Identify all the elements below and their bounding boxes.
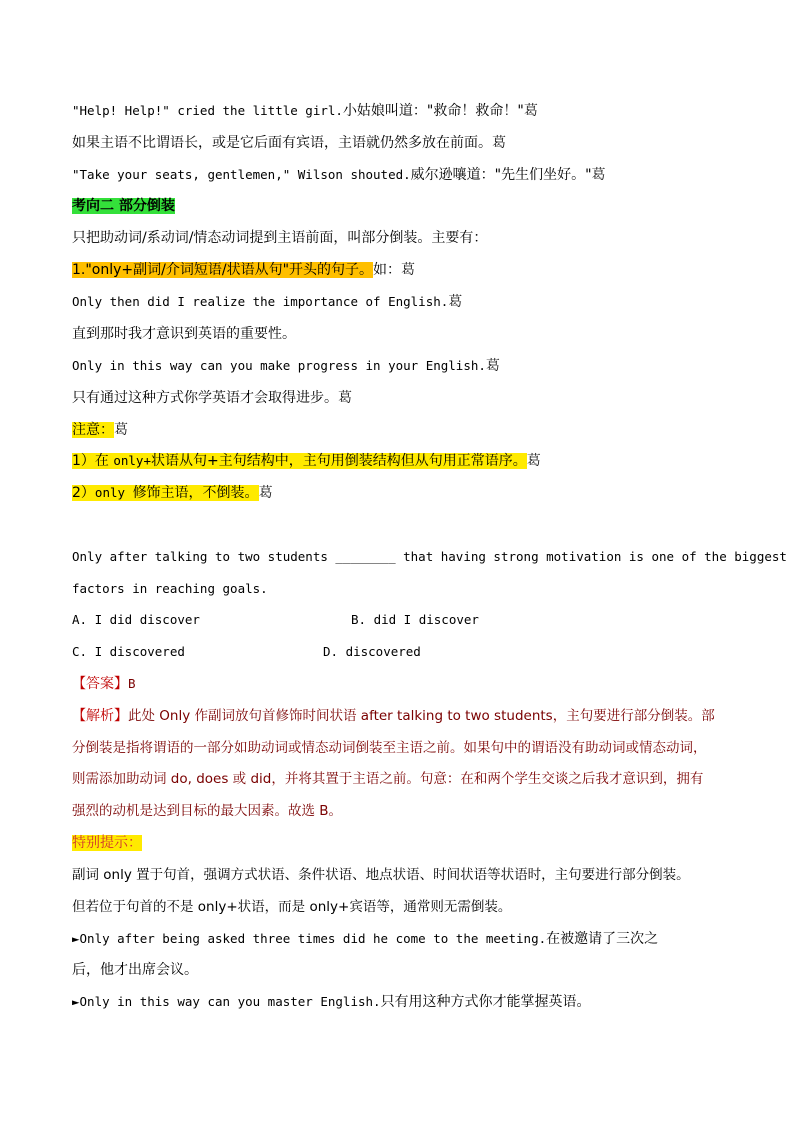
chinese-text: 威尔逊嚷道："先生们坐好。" xyxy=(410,167,592,183)
note-1-highlight xyxy=(72,453,527,469)
watermark-glyph: 葛 xyxy=(485,358,500,374)
option-c: C. I discovered xyxy=(72,644,185,659)
question-line-2: factors in reaching goals. xyxy=(72,581,268,596)
watermark-glyph: 葛 xyxy=(591,167,606,183)
rule-1-line xyxy=(72,260,415,280)
rule-text xyxy=(72,133,506,153)
example-2-cn xyxy=(72,388,352,408)
note-2-highlight xyxy=(72,485,259,501)
intro-text: 只把助动词/系动词/情态动词提到主语前面，叫部分倒装。主要有： xyxy=(72,230,488,246)
watermark-glyph: 葛 xyxy=(492,135,506,151)
chinese-text: 在被邀请了三次之 xyxy=(546,931,659,947)
example-line-seats xyxy=(72,165,606,185)
example-line-help xyxy=(72,101,538,121)
note-1-keyword: only+ xyxy=(113,453,151,468)
rule-1-highlight: 1."only+副词/介词短语/状语从句"开头的句子。 xyxy=(72,262,374,278)
answer-line xyxy=(72,674,136,694)
example-1-en xyxy=(72,292,462,312)
tip-example-1-cont: 后，他才出席会议。 xyxy=(72,962,198,978)
example-1-cn xyxy=(72,324,296,344)
option-a: A. I did discover xyxy=(72,612,200,627)
note-2-line xyxy=(72,483,273,503)
answer-label: 【答案】 xyxy=(72,676,128,692)
watermark-glyph: 葛 xyxy=(114,422,128,438)
intro-line xyxy=(72,228,487,248)
rule-1-suffix: 如： xyxy=(373,262,402,278)
watermark-glyph: 葛 xyxy=(258,485,273,501)
note-2-keyword: only xyxy=(94,485,133,500)
tip-example-2 xyxy=(72,992,591,1012)
english-text: Only then did I realize the importance of English. xyxy=(72,294,449,309)
watermark-glyph: 葛 xyxy=(448,294,463,310)
watermark-glyph: 葛 xyxy=(523,103,538,119)
tip-example-1 xyxy=(72,929,658,949)
note-label: 注意： xyxy=(72,422,114,438)
tip-heading xyxy=(72,833,142,853)
english-text: ►Only in this way can you master English. xyxy=(72,994,381,1009)
analysis-line-1 xyxy=(72,706,715,726)
question-line-1: Only after talking to two students ________ that having strong motivation is one of the biggest xyxy=(72,549,787,564)
tip-line-2: 但若位于句首的不是 only+状语，而是 only+宾语等，通常则无需倒装。 xyxy=(72,899,512,915)
english-text: ►Only after being asked three times did he come to the meeting. xyxy=(72,931,547,946)
english-text: Only in this way can you make progress in your English. xyxy=(72,358,486,373)
section-heading xyxy=(72,196,175,216)
option-d: D. discovered xyxy=(323,644,421,659)
note-1-text: 状语从句+主句结构中，主句用倒装结构但从句用正常语序。 xyxy=(151,453,527,469)
analysis-label: 【解析】 xyxy=(72,708,128,724)
option-b: B. did I discover xyxy=(351,612,479,627)
example-2-en xyxy=(72,356,500,376)
answer-value: B xyxy=(128,676,136,691)
chinese-text: 只有用这种方式你才能掌握英语。 xyxy=(380,994,591,1010)
english-text: "Help! Help!" cried the little girl. xyxy=(72,103,343,118)
note-1-line xyxy=(72,451,541,471)
analysis-text: 此处 Only 作副词放句首修饰时间状语 after talking to two students，主句要进行部分倒装。部 xyxy=(128,708,715,724)
watermark-glyph: 葛 xyxy=(401,262,416,278)
note-1-prefix: 1）在 xyxy=(72,453,114,469)
analysis-line-3: 则需添加助动词 do, does 或 did，并将其置于主语之前。句意：在和两个学生交谈之后我才意识到，拥有 xyxy=(72,771,704,787)
rule-statement: 如果主语不比谓语长，或是它后面有宾语，主语就仍然多放在前面。 xyxy=(72,135,492,151)
tip-label: 特别提示： xyxy=(72,835,142,851)
watermark-glyph: 葛 xyxy=(526,453,541,469)
chinese-text: 小姑娘叫道："救命！救命！" xyxy=(342,103,524,119)
section-title: 考向二 部分倒装 xyxy=(72,198,175,214)
note-heading xyxy=(72,420,128,440)
note-2-text: 修饰主语，不倒装。 xyxy=(132,485,259,501)
tip-line-1: 副词 only 置于句首，强调方式状语、条件状语、地点状语、时间状语等状语时，主句要进行部分倒装。 xyxy=(72,867,690,883)
english-text: "Take your seats, gentlemen," Wilson shouted. xyxy=(72,167,411,182)
chinese-text: 直到那时我才意识到英语的重要性。 xyxy=(72,326,296,342)
analysis-line-4: 强烈的动机是达到目标的最大因素。故选 B。 xyxy=(72,803,343,819)
chinese-text: 只有通过这种方式你学英语才会取得进步。 xyxy=(72,390,338,406)
analysis-line-2: 分倒装是指将谓语的一部分如助动词或情态动词倒装至主语之前。如果句中的谓语没有助动词或情态动词， xyxy=(72,740,707,756)
note-2-prefix: 2） xyxy=(72,485,95,501)
watermark-glyph: 葛 xyxy=(338,390,352,406)
